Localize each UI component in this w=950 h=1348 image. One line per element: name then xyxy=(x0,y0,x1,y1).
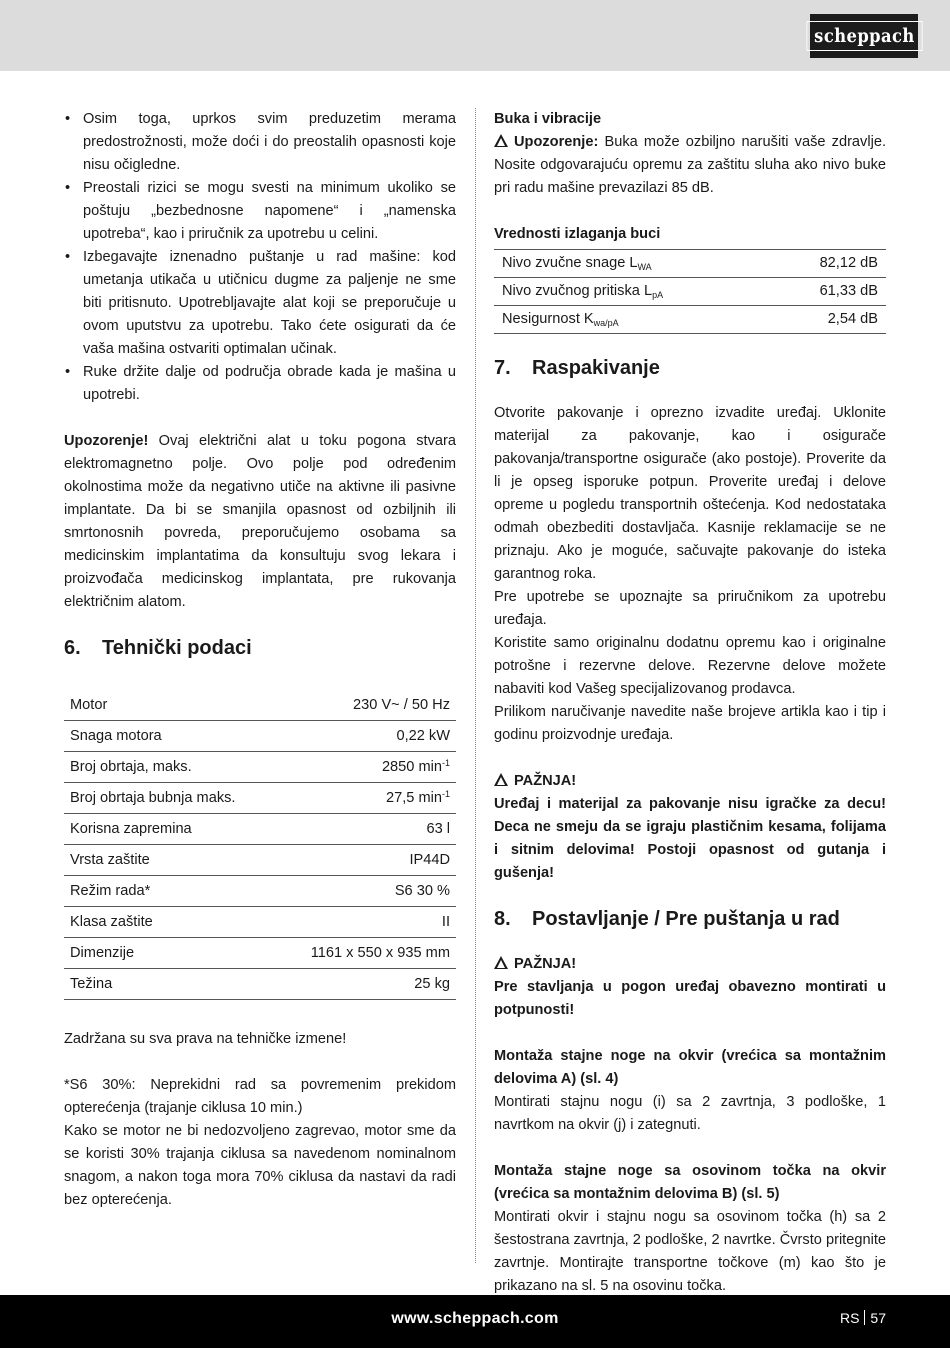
list-item: • Preostali rizici se mogu svesti na minimum ukoliko se poštuju „bezbednosne napomene“ i „namenska upotreba“, kao i priručnik za upotrebu u celini. xyxy=(64,177,456,246)
page-indicator xyxy=(840,1310,886,1326)
table-row xyxy=(64,876,456,907)
spec-label: Snaga motora xyxy=(64,721,276,752)
noise-subscript: wa/pA xyxy=(593,318,619,328)
spec-value: S6 30 % xyxy=(276,876,456,907)
table-row xyxy=(64,969,456,1000)
noise-warning-paragraph xyxy=(494,131,886,200)
spec-label: Klasa zaštite xyxy=(64,907,276,938)
mount-step-heading xyxy=(494,1045,886,1091)
spec-value-cell xyxy=(276,752,456,783)
attention-label: PAŽNJA! xyxy=(514,773,577,789)
list-item: • Ruke držite dalje od područja obrade kada je mašina u upotrebi. xyxy=(64,361,456,407)
noise-heading xyxy=(494,108,886,131)
spec-label: Motor xyxy=(64,690,276,721)
noise-warning-text: Buka može ozbiljno narušiti vaše zdravlje. Nosite odgovarajuću opremu za zaštitu sluha ako nivo buke pri radu mašine prevazilazi 85 dB. xyxy=(494,134,886,196)
noise-label-cell xyxy=(494,278,770,306)
column-divider xyxy=(475,108,476,1263)
noise-values-table xyxy=(494,249,886,334)
spec-value: II xyxy=(276,907,456,938)
unpacking-paragraph: Otvorite pakovanje i oprezno izvadite uređaj. Uklonite materijal za pakovanje, kao i osigurače pakovanja/transportne osigurače (ako postoje). Proverite da li je opseg isporuke potpun. Proverite uređaj i delove opreme u pogledu transportnih oštećenja. Kod nedostataka odmah obezbediti dostavljača. Kasnije reklamacije se ne priznaju. Ako je moguće, sačuvajte pakovanje do isteka garantnog roka. xyxy=(494,405,886,582)
section-title: Postavljanje / Pre puštanja u rad xyxy=(532,908,840,930)
page-header xyxy=(0,0,950,71)
unpacking-paragraph: Prilikom naručivanje navedite naše brojeve artikla kao i tip i godinu proizvodnje uređaja. xyxy=(494,704,886,743)
page-number: 57 xyxy=(870,1310,886,1326)
unpacking-paragraph: Koristite samo originalnu dodatnu opremu kao i originalne potrošne i rezervne delove. Rezervne delove možete nabaviti kod Vašeg specijalizovanog prodavca. xyxy=(494,635,886,697)
noise-subscript: pA xyxy=(652,290,664,300)
spec-value: 2850 min xyxy=(381,758,442,775)
noise-values-heading-text: Vrednosti izlaganja buci xyxy=(494,226,661,242)
unpacking-paragraph: Pre upotrebe se upoznajte sa priručnikom za upotrebu uređaja. xyxy=(494,589,886,628)
spec-value: IP44D xyxy=(276,845,456,876)
attention-heading xyxy=(494,770,886,793)
spec-exponent: -1 xyxy=(441,788,450,799)
website-link[interactable]: www.scheppach.com xyxy=(391,1310,559,1327)
mount-step-heading xyxy=(494,1160,886,1206)
spec-label: Broj obrtaja bubnja maks. xyxy=(64,783,276,814)
mount-step-text: Montirati okvir i stajnu nogu sa osovinom točka (h) sa 2 šestostrana zavrtnja, 2 podloške, 2 navrtke. Čvrsto pritegnite zavrtnje. Montirajte transportne točkove (m) kao što je prikazano na sl. 5 na osovinu točka. xyxy=(494,1209,886,1294)
table-row xyxy=(64,907,456,938)
motor-duty-note: Kako se motor ne bi nedozvoljeno zagrevao, motor sme da se koristi 30% trajanja ciklusa sa navedenom nominalnom snagom, a nakon toga mora 70% ciklusa da nastavi da radi bez opterećenja. xyxy=(64,1123,456,1208)
list-item: • Izbegavajte iznenadno puštanje u rad mašine: kod umetanja utikača u utičnicu dugme za paljenje ne sme biti pritisnuto. Upotrebljavajte alat koji se preporučuje u ovom uputstvu za upotrebu. Tako ćete osigurati da će vaša mašina ostvariti optimalan učinak. xyxy=(64,246,456,361)
spec-exponent: -1 xyxy=(441,757,450,768)
noise-label-cell xyxy=(494,250,770,278)
section-number: 7. xyxy=(494,357,511,379)
noise-warning-label: Upozorenje: xyxy=(514,134,599,150)
warning-triangle-icon xyxy=(494,956,508,969)
brand-logo xyxy=(810,14,918,58)
section-title: Tehnički podaci xyxy=(102,637,252,659)
warning-triangle-icon xyxy=(494,134,508,147)
spec-value: 63 l xyxy=(276,814,456,845)
technical-data-table xyxy=(64,690,456,1000)
attention-heading xyxy=(494,953,886,976)
section-heading-technical-data xyxy=(64,634,456,662)
section-number: 6. xyxy=(64,637,81,659)
spec-label: Korisna zapremina xyxy=(64,814,276,845)
logo-text: scheppach xyxy=(806,21,922,51)
spec-value: 0,22 kW xyxy=(276,721,456,752)
spec-value: 25 kg xyxy=(276,969,456,1000)
table-row xyxy=(494,306,886,334)
table-row xyxy=(64,721,456,752)
assembly-warning xyxy=(494,976,886,1022)
noise-heading-text: Buka i vibracije xyxy=(494,111,602,127)
spec-value-cell xyxy=(276,783,456,814)
noise-subscript: WA xyxy=(637,262,652,272)
spec-label: Broj obrtaja, maks. xyxy=(64,752,276,783)
section-number: 8. xyxy=(494,908,511,930)
table-row xyxy=(64,752,456,783)
noise-value: 61,33 dB xyxy=(770,278,886,306)
right-column xyxy=(494,108,886,1298)
section-heading-setup xyxy=(494,905,886,933)
noise-label: Nesigurnost K xyxy=(502,311,594,327)
noise-label: Nivo zvučne snage L xyxy=(502,255,638,271)
packaging-warning xyxy=(494,793,886,885)
spec-value: 1161 x 550 x 935 mm xyxy=(276,938,456,969)
table-row xyxy=(64,783,456,814)
rights-reserved-note: Zadržana su sva prava na tehničke izmene! xyxy=(64,1031,347,1047)
assembly-warning-text: Pre stavljanja u pogon uređaj obavezno montirati u potpunosti! xyxy=(494,979,886,1018)
list-item: • Osim toga, uprkos svim preduzetim merama predostrožnosti, može doći i do preostalih opasnosti koje nisu očigledne. xyxy=(64,108,456,177)
spec-value: 230 V~ / 50 Hz xyxy=(276,690,456,721)
spec-label: Vrsta zaštite xyxy=(64,845,276,876)
spec-label: Režim rada* xyxy=(64,876,276,907)
section-title: Raspakivanje xyxy=(532,357,660,379)
residual-risk-list xyxy=(64,108,456,407)
noise-label: Nivo zvučnog pritiska L xyxy=(502,283,653,299)
noise-values-heading xyxy=(494,223,886,246)
s6-footnote: *S6 30%: Neprekidni rad sa povremenim prekidom opterećenja (trajanje ciklusa 10 min.) xyxy=(64,1077,456,1116)
table-row xyxy=(64,938,456,969)
warning-triangle-icon xyxy=(494,773,508,786)
attention-label: PAŽNJA! xyxy=(514,956,577,972)
mount-step-heading-text: Montaža stajne noge na okvir (vrećica sa montažnim delovima A) (sl. 4) xyxy=(494,1048,886,1087)
table-row xyxy=(494,278,886,306)
warning-text: Ovaj električni alat u toku pogona stvara elektromagnetno polje. Ovo polje pod određenim okolnostima može da negativno utiče na aktivne ili pasivne implantate. Da bi se smanjila opasnost od ozbiljnih ili smrtonosnih povreda, preporučujemo osobama sa medicinskim implantatima da konsultuju svog lekara i proizvođača medicinskog implantata, pre rukovanja električnim alatom. xyxy=(64,433,456,610)
spec-value: 27,5 min xyxy=(386,789,442,806)
warning-label: Upozorenje! xyxy=(64,433,149,449)
noise-value: 82,12 dB xyxy=(770,250,886,278)
spec-label: Dimenzije xyxy=(64,938,276,969)
emf-warning-paragraph xyxy=(64,430,456,614)
table-row xyxy=(64,690,456,721)
page-footer xyxy=(0,1295,950,1348)
packaging-warning-text: Uređaj i materijal za pakovanje nisu igračke za decu! Deca ne smeju da se igraju plastičnim kesama, folijama i sitnim delovima! Postoji opasnost od gutanja i gušenja! xyxy=(494,796,886,881)
mount-step-text: Montirati stajnu nogu (i) sa 2 zavrtnja, 3 podloške, 1 navrtkom na okvir (j) i zategnuti. xyxy=(494,1094,886,1133)
mount-step-heading-text: Montaža stajne noge sa osovinom točka na okvir (vrećica sa montažnim delovima B) (sl. 5) xyxy=(494,1163,886,1202)
table-row xyxy=(494,250,886,278)
section-heading-unpacking xyxy=(494,354,886,382)
noise-label-cell xyxy=(494,306,770,334)
left-column xyxy=(64,108,456,1212)
table-row xyxy=(64,845,456,876)
spec-label: Težina xyxy=(64,969,276,1000)
noise-value: 2,54 dB xyxy=(770,306,886,334)
language-code: RS xyxy=(839,1310,860,1326)
table-row xyxy=(64,814,456,845)
